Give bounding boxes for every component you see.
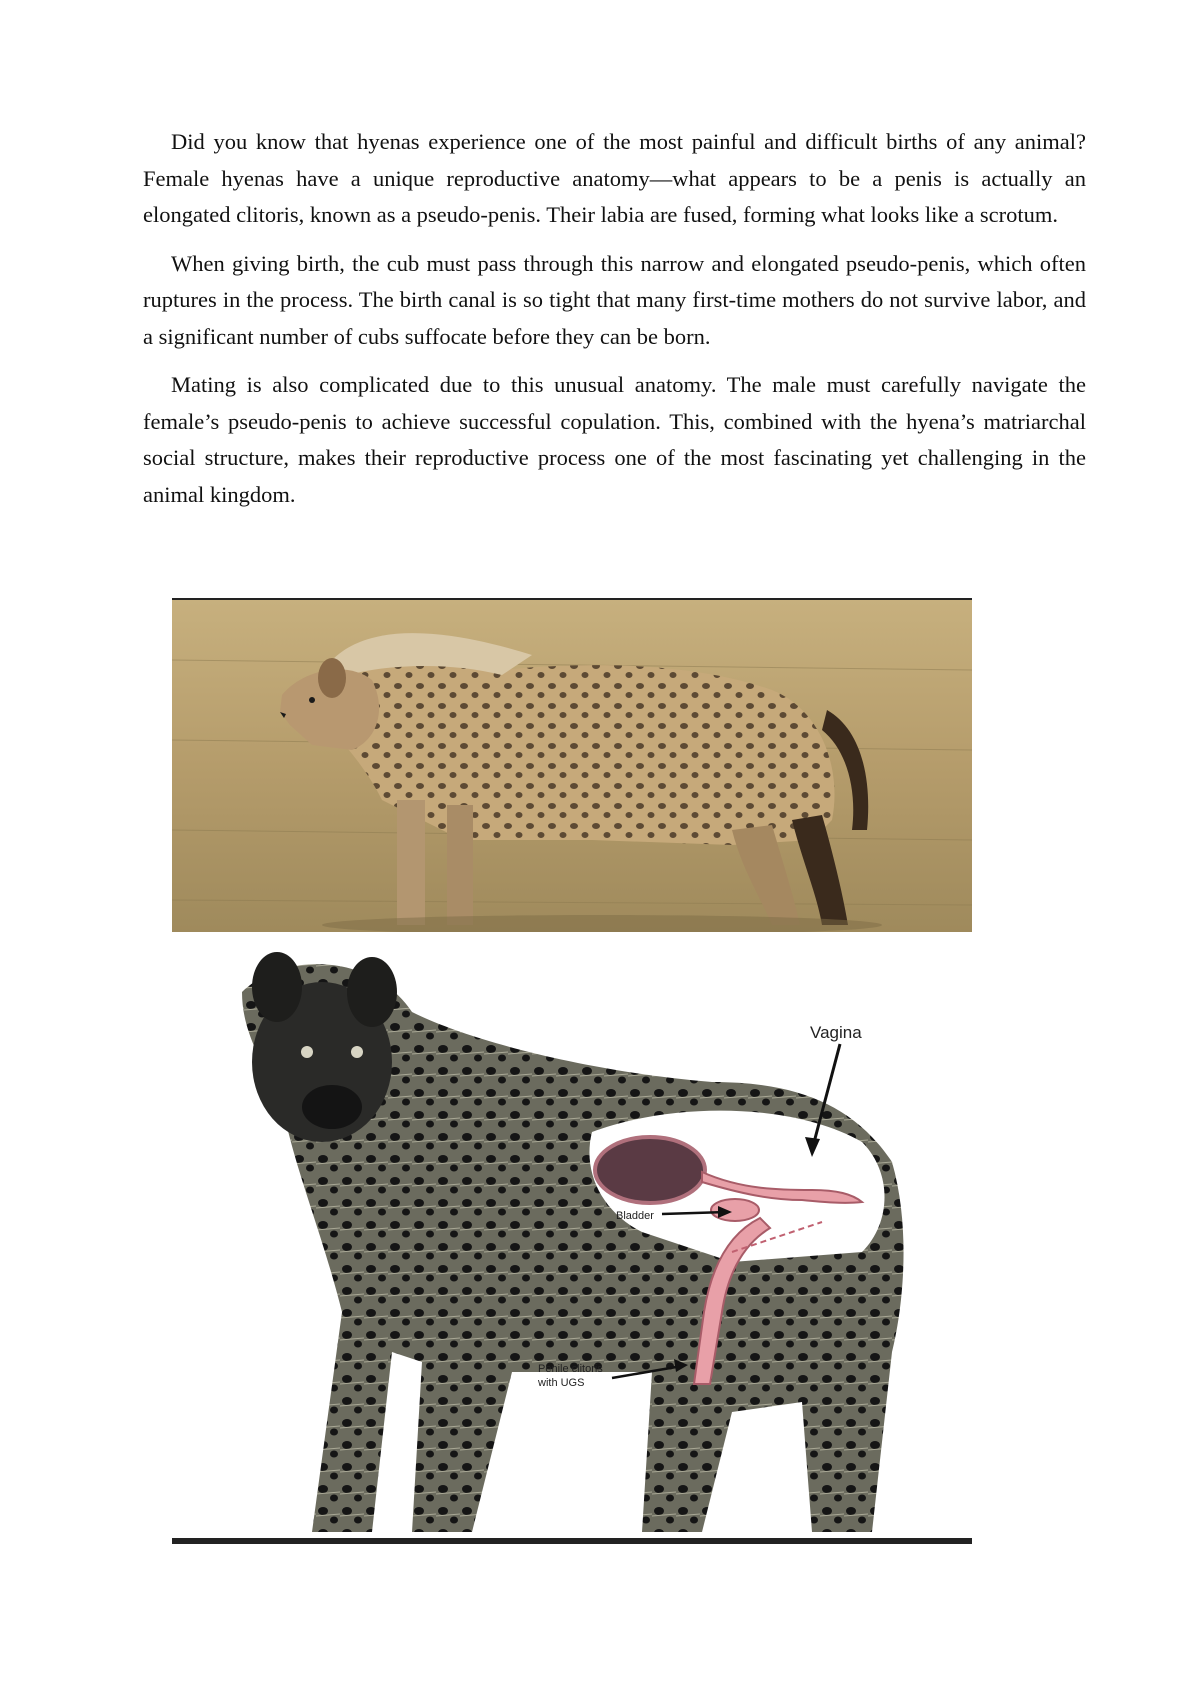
anatomy-diagram — [172, 932, 972, 1544]
label-vagina: Vagina — [810, 1023, 862, 1042]
label-clitoris-line2: with UGS — [538, 1377, 585, 1389]
article-text — [143, 124, 1086, 525]
hyena-anatomy-illustration — [172, 932, 972, 1544]
hyena-photo-image — [172, 600, 972, 932]
hyena-photo — [172, 598, 972, 932]
label-clitoris-line1: Penile clitoris — [538, 1363, 603, 1375]
figure-bottom-rule — [172, 1538, 972, 1544]
paragraph-2: When giving birth, the cub must pass through this narrow and elongated pseudo-penis, which often ruptures in the process. The birth canal is so tight that many first-time mothers do not survive labor, and a significant number of cubs suffocate before they can be born. — [143, 250, 1086, 349]
paragraph-3: Mating is also complicated due to this unusual anatomy. The male must carefully navigate the female’s pseudo-penis to achieve successful copulation. This, combined with the hyena’s matriarchal social structure, makes their reproductive process one of the most fascinating yet challenging in the animal kingdom. — [143, 372, 1086, 507]
label-bladder: Bladder — [616, 1210, 654, 1222]
paragraph-1: Did you know that hyenas experience one of the most painful and difficult births of any animal? Female hyenas have a unique reproductive anatomy—what appears to be a penis is actually an elongated clitoris, known as a pseudo-penis. Their labia are fused, forming what looks like a scrotum. — [143, 129, 1086, 227]
